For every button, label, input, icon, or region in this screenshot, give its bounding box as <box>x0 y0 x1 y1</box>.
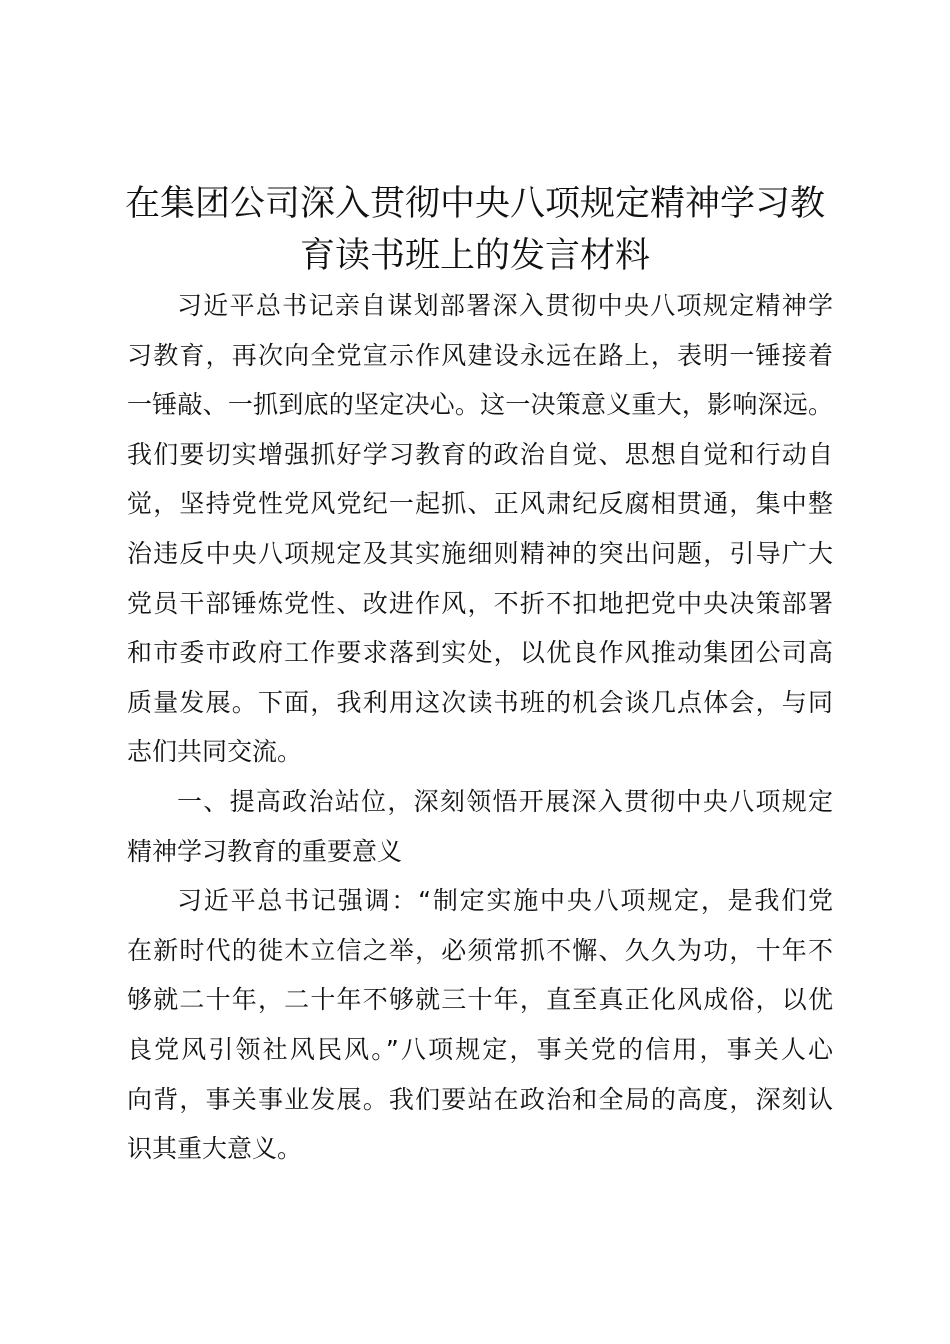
text-line: 一锤敲、一抓到底的坚定决心。这一决策意义重大，影响深远。 <box>127 390 833 420</box>
text-line: 觉，坚持党性党风党纪一起抓、正风肃纪反腐相贯通，集中整 <box>127 489 833 519</box>
text-line: 识其重大意义。 <box>127 1134 303 1164</box>
heading-line: 一、提高政治站位，深刻领悟开展深入贯彻中央八项规定 <box>177 786 833 816</box>
document-body <box>127 281 833 1174</box>
text-line: 志们共同交流。 <box>127 737 303 767</box>
text-line: 我们要切实增强抓好学习教育的政治自觉、思想自觉和行动自 <box>127 439 833 469</box>
text-line: 治违反中央八项规定及其实施细则精神的突出问题，引导广大 <box>127 538 833 568</box>
section-heading <box>127 777 833 876</box>
text-line: 良党风引领社风民风。”八项规定，事关党的信用，事关人心 <box>127 1034 833 1064</box>
text-line: 党员干部锤炼党性、改进作风，不折不扣地把党中央决策部署 <box>127 588 833 618</box>
text-line: 质量发展。下面，我利用这次读书班的机会谈几点体会，与同 <box>127 687 833 717</box>
body-paragraph <box>127 876 833 1174</box>
text-line: 和市委市政府工作要求落到实处，以优良作风推动集团公司高 <box>127 638 833 668</box>
document-title <box>100 178 850 282</box>
text-line: 够就二十年，二十年不够就三十年，直至真正化风成俗，以优 <box>127 985 833 1015</box>
heading-line: 精神学习教育的重要意义 <box>127 836 403 866</box>
intro-paragraph <box>127 281 833 777</box>
title-line: 在集团公司深入贯彻中央八项规定精神学习教 <box>124 184 825 224</box>
title-line: 育读书班上的发言材料 <box>299 236 650 276</box>
text-line: 习近平总书记亲自谋划部署深入贯彻中央八项规定精神学 <box>177 291 833 320</box>
text-line: 向背，事关事业发展。我们要站在政治和全局的高度，深刻认 <box>127 1084 833 1114</box>
text-line: 习近平总书记强调：“制定实施中央八项规定，是我们党 <box>177 886 833 916</box>
text-line: 在新时代的徙木立信之举，必须常抓不懈、久久为功，十年不 <box>127 935 833 965</box>
text-line: 习教育，再次向全党宣示作风建设永远在路上，表明一锤接着 <box>127 340 833 370</box>
